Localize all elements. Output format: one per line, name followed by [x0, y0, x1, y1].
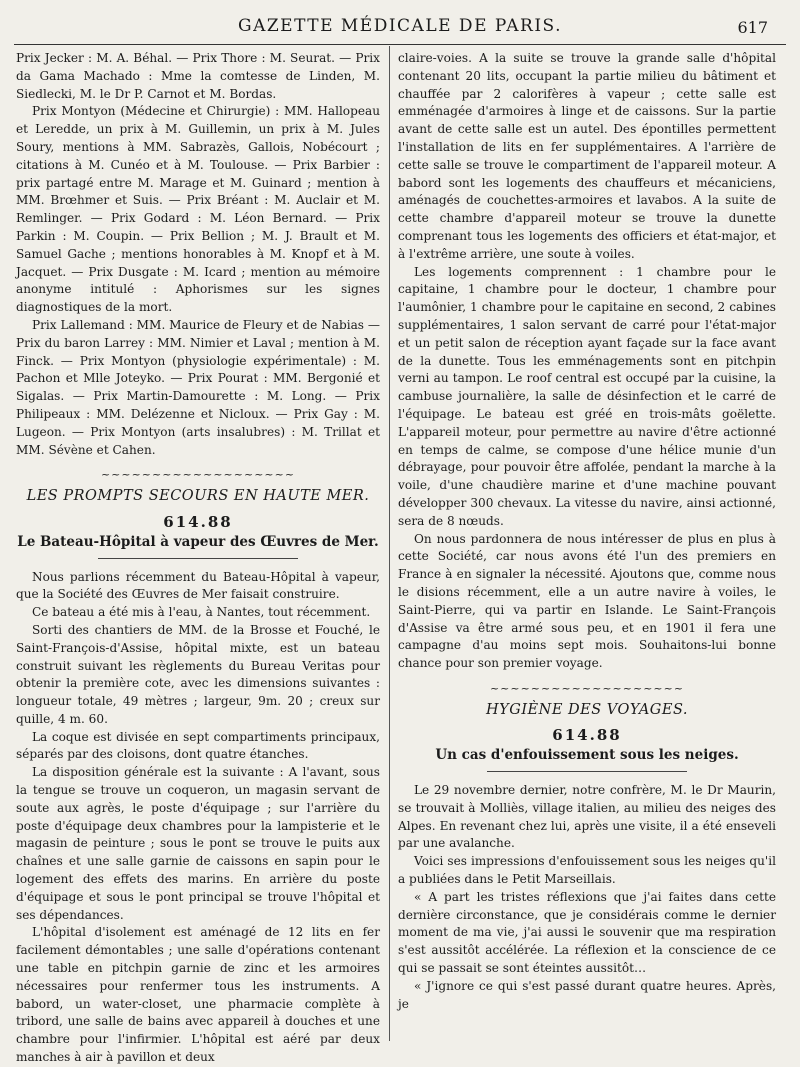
article-title: Un cas d'enfouissement sous les neiges. — [435, 747, 739, 764]
article-paragraph: L'hôpital d'isolement est aménagé de 12 lits en fer facilement démontables ; une salle d'opérations contenant une table en pitchpin garnie de zinc et les armoires nécessaires pour renfermer tous les instruments. A babord, un water-closet, une pharmacie complète à tribord, une salle de bains avec appareil à douches et une chambre pour l'infirmier. L'hôpital est aéré par deux manches à air à pavillon et deux — [16, 925, 380, 1065]
left-column — [16, 50, 380, 1065]
column-divider — [389, 46, 390, 1041]
right-column — [398, 50, 776, 1035]
classification-code: 614.88 — [163, 512, 233, 531]
prizes-paragraph: Prix Jecker : M. A. Béhal. — Prix Thore : M. Seurat. — Prix da Gama Machado : Mme la comtesse de Linden, M. Siedlecki, M. le Dr P. Carnot et M. Bordas. — [16, 51, 380, 101]
article-paragraph: « A part les tristes réflexions que j'ai faites dans cette dernière circonstance, que je considérais comme le dernier moment de ma vie, j'ai aussi le souvenir que ma respiration s'est aussitôt accélérée. La réflexion et la conscience de ce qui se passait se sont éteintes aussitôt… — [398, 889, 776, 976]
article-paragraph: Ce bateau a été mis à l'eau, à Nantes, tout récemment. — [32, 605, 371, 620]
title-rule — [98, 558, 298, 559]
section-ornament: ~~~~~~~~~~~~~~~~~~~ — [489, 681, 685, 695]
article-paragraph: Nous parlions récemment du Bateau-Hôpital à vapeur, que la Société des Œuvres de Mer faisait construire. — [16, 569, 380, 602]
classification-code: 614.88 — [552, 726, 622, 745]
title-rule — [487, 771, 687, 772]
prizes-paragraph: Prix Montyon (Médecine et Chirurgie) : MM. Hallopeau et Leredde, un prix à M. Guillemin, un prix à M. Jules Soury, mentions à MM. Sabrazès, Gallois, Nobécourt ; citations à M. Cunéo et à M. Toulouse. — Prix Barbier : prix partagé entre M. Marage et M. Guinard ; mention à MM. Brœhmer et Suis. — Prix Bréant : M. Auclair et M. Remlinger. — Prix Godard : M. Léon Bernard. — Prix Parkin : M. Coupin. — Prix Bellion ; M. J. Brault et M. Samuel Gache ; mentions honorables à M. Knopf et à M. Jacquet. — Prix Dusgate : M. Icard ; mention au mémoire anonyme intitulé : Aphorismes sur les signes diagnostiques de la mort. — [16, 104, 380, 315]
journal-title: GAZETTE MÉDICALE DE PARIS. — [238, 16, 562, 36]
page-number: 617 — [737, 18, 768, 37]
article-paragraph: Voici ses impressions d'enfouissement sous les neiges qu'il a publiées dans le Petit Marseillais. — [398, 854, 776, 887]
article-paragraph: La disposition générale est la suivante : A l'avant, sous la tengue se trouve un coqueron, un magasin servant de soute aux agrès, le poste d'équipage ; sur l'arrière du poste d'équipage deux chambres pour la lampisterie et le magasin de peinture ; sous le pont se trouve le puits aux chaînes et une salle garnie de caissons en sapin pour le logement des effets des marins. En arrière du poste d'équipage et sous le pont principal se trouve l'hôpital et ses dépendances. — [16, 765, 380, 922]
section-ornament: ~~~~~~~~~~~~~~~~~~~ — [100, 468, 296, 482]
article-title: Le Bateau-Hôpital à vapeur des Œuvres de Mer. — [17, 533, 379, 550]
article-paragraph: Le 29 novembre dernier, notre confrère, M. le Dr Maurin, se trouvait à Molliès, village italien, au milieu des neiges des Alpes. En revenant chez lui, après une visite, il a été enseveli par une avalanche. — [398, 783, 776, 851]
article-paragraph: Sorti des chantiers de MM. de la Brosse et Fouché, le Saint-François-d'Assise, hôpital mixte, est un bateau construit suivant les règlements du Bureau Veritas pour obtenir la première cote, avec les dimensions suivantes : longueur totale, 49 mètres ; largeur, 9m. 20 ; creux sur quille, 4 m. 60. — [16, 622, 380, 726]
article-paragraph: claire-voies. A la suite se trouve la grande salle d'hôpital contenant 20 lits, occupant la partie milieu du bâtiment et chauffée par 2 calorifères à vapeur ; cette salle est emménagée d'armoires à linge et de caissons. Sur la partie avant de cette salle est un autel. Des épontilles permettent l'installation de lits en fer supplémentaires. A l'arrière de cette salle se trouve le compartiment de l'appareil moteur. A babord sont les logements des chauffeurs et mécaniciens, aménagés de couchettes-armoires et lavabos. A la suite de cette chambre d'appareil moteur se trouve la dunette comprenant tous les logements des officiers et état-major, et à l'extrême arrière, une soute à voiles. — [398, 51, 776, 261]
article-paragraph: La coque est divisée en sept compartiments principaux, séparés par des cloisons, dont quatre étanches. — [16, 729, 380, 762]
page-header — [0, 16, 800, 42]
header-rule — [14, 44, 786, 45]
section-title: LES PROMPTS SECOURS EN HAUTE MER. — [26, 488, 370, 505]
section-title: HYGIÈNE DES VOYAGES. — [486, 701, 688, 718]
article-paragraph: Les logements comprennent : 1 chambre pour le capitaine, 1 chambre pour le docteur, 1 chambre pour l'aumônier, 1 chambre pour le capitaine en second, 2 cabines supplémentaires, 1 salon servant de carré pour l'état-major et un petit salon de réception ayant façade sur la face avant de la dunette. Tous les emménagements sont en pitchpin verni au tampon. Le roof central est occupé par la cuisine, la cambuse journalière, la salle de désinfection et le carré de l'équipage. Le bateau est gréé en trois-mâts goëlette. L'appareil moteur, pour permettre au navire d'être actionné en temps de calme, se compose d'une hélice munie d'un débrayage, pour pouvoir être affolée, pendant la marche à la voile, d'une chaudière marine et d'une machine pouvant développer 300 chevaux. La vitesse du navire, ainsi actionné, sera de 8 nœuds. — [398, 264, 776, 528]
article-paragraph: « J'ignore ce qui s'est passé durant quatre heures. Après, je — [398, 978, 776, 1011]
article-paragraph: On nous pardonnera de nous intéresser de plus en plus à cette Société, car nous avons été l'un des premiers en France à en signaler la nécessité. Ajoutons que, comme nous le disions récemment, elle a un autre navire à voiles, le Saint-Pierre, qui va partir en Islande. Le Saint-François d'Assise va être armé sous peu, et en 1901 il fera une campagne d'au moins sept mois. Souhaitons-lui bonne chance pour son premier voyage. — [398, 531, 776, 671]
prizes-paragraph: Prix Lallemand : MM. Maurice de Fleury et de Nabias — Prix du baron Larrey : MM. Nimier et Laval ; mention à M. Finck. — Prix Montyon (physiologie expérimentale) : M. Pachon et Mlle Joteyko. — Prix Pourat : MM. Bergonié et Sigalas. — Prix Martin-Damourette : M. Long. — Prix Philipeaux : MM. Delézenne et Nicloux. — Prix Gay : M. Lugeon. — Prix Montyon (arts insalubres) : M. Trillat et MM. Sévène et Cahen. — [16, 317, 380, 457]
